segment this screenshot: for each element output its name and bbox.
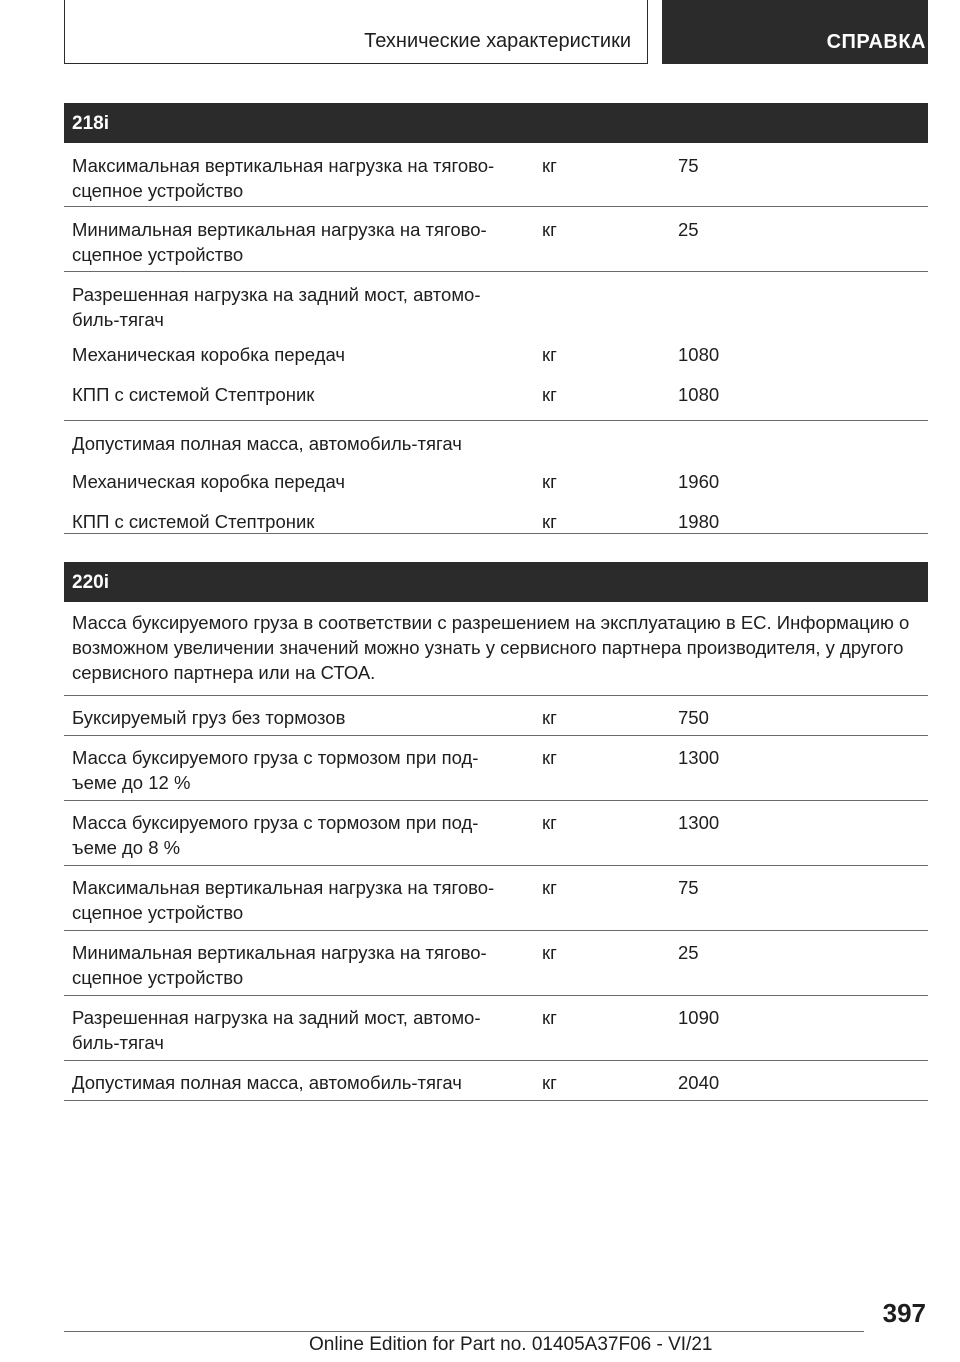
table-row [64, 736, 928, 801]
row-label: Допустимая полная масса, автомобиль-тягач [72, 1072, 462, 1093]
footer-divider [64, 1331, 864, 1332]
row-value [678, 431, 928, 469]
row-value: 1300 [678, 747, 720, 768]
row-label: Максимальная вертикальная нагрузка на тягово- сцепное устройство [72, 877, 495, 923]
row-label: Механическая коробка передач [72, 344, 345, 365]
section-title-tab [64, 0, 648, 64]
table-row [64, 342, 928, 382]
row-label: КПП с системой Стептроник [72, 511, 315, 532]
row-label: Разрешенная нагрузка на задний мост, автомо- биль-тягач [72, 1007, 481, 1053]
table-row [64, 1061, 928, 1101]
row-unit: кг [542, 219, 557, 240]
row-unit [542, 431, 678, 469]
table-row [64, 801, 928, 866]
table-row [64, 996, 928, 1061]
row-unit: кг [542, 707, 557, 728]
table-row [64, 866, 928, 931]
footer-edition: Online Edition for Part no. 01405A37F06 - VI/21 [309, 1334, 713, 1355]
row-value: 1960 [678, 471, 720, 492]
table-row [64, 421, 928, 469]
table-row [64, 509, 928, 534]
row-value: 25 [678, 219, 699, 240]
row-label: Допустимая полная масса, автомобиль-тягач [72, 433, 462, 454]
table-row [64, 272, 928, 342]
row-label: Механическая коробка передач [72, 471, 345, 492]
table-note: Масса буксируемого груза в соответствии с разрешением на эксплуатацию в ЕС. Информацию о возможном увеличении значений можно узнать у сервисного партнера производителя, у другого сервисного партнера или на СТОА. [64, 602, 928, 696]
table-row [64, 931, 928, 996]
row-value: 1300 [678, 812, 720, 833]
row-label: Максимальная вертикальная нагрузка на тягово- сцепное устройство [72, 155, 495, 201]
table-row [64, 382, 928, 421]
spec-table-220i [64, 562, 928, 1101]
row-label: Буксируемый груз без тормозов [72, 707, 346, 728]
row-unit: кг [542, 384, 557, 405]
table-row [64, 143, 928, 207]
spec-table-218i [64, 103, 928, 534]
row-label: КПП с системой Стептроник [72, 384, 315, 405]
row-value: 750 [678, 707, 709, 728]
table-title: 218i [64, 103, 928, 143]
row-unit: кг [542, 1007, 557, 1028]
row-unit: кг [542, 877, 557, 898]
table-row [64, 469, 928, 509]
row-unit: кг [542, 812, 557, 833]
table-row [64, 696, 928, 736]
row-unit: кг [542, 511, 557, 532]
row-label: Разрешенная нагрузка на задний мост, автомо- биль-тягач [72, 284, 481, 330]
row-value: 2040 [678, 1072, 720, 1093]
row-unit: кг [542, 155, 557, 176]
row-unit: кг [542, 344, 557, 365]
table-row [64, 207, 928, 272]
row-unit [542, 282, 678, 342]
row-value: 75 [678, 877, 699, 898]
row-value [678, 282, 928, 342]
chapter-title: СПРАВКА [826, 31, 926, 53]
row-value: 1080 [678, 344, 720, 365]
row-unit: кг [542, 747, 557, 768]
row-label: Масса буксируемого груза с тормозом при под- ъеме до 8 % [72, 812, 479, 858]
page-number: 397 [882, 1298, 926, 1328]
row-value: 1090 [678, 1007, 720, 1028]
row-label: Минимальная вертикальная нагрузка на тягово- сцепное устройство [72, 942, 487, 988]
chapter-tab [662, 0, 928, 64]
row-label: Минимальная вертикальная нагрузка на тягово- сцепное устройство [72, 219, 487, 265]
row-unit: кг [542, 471, 557, 492]
row-label: Масса буксируемого груза с тормозом при под- ъеме до 12 % [72, 747, 479, 793]
row-value: 1080 [678, 384, 720, 405]
row-value: 75 [678, 155, 699, 176]
row-unit: кг [542, 942, 557, 963]
table-title: 220i [64, 562, 928, 602]
row-unit: кг [542, 1072, 557, 1093]
row-value: 25 [678, 942, 699, 963]
row-value: 1980 [678, 511, 720, 532]
section-title: Технические характеристики [364, 30, 631, 52]
